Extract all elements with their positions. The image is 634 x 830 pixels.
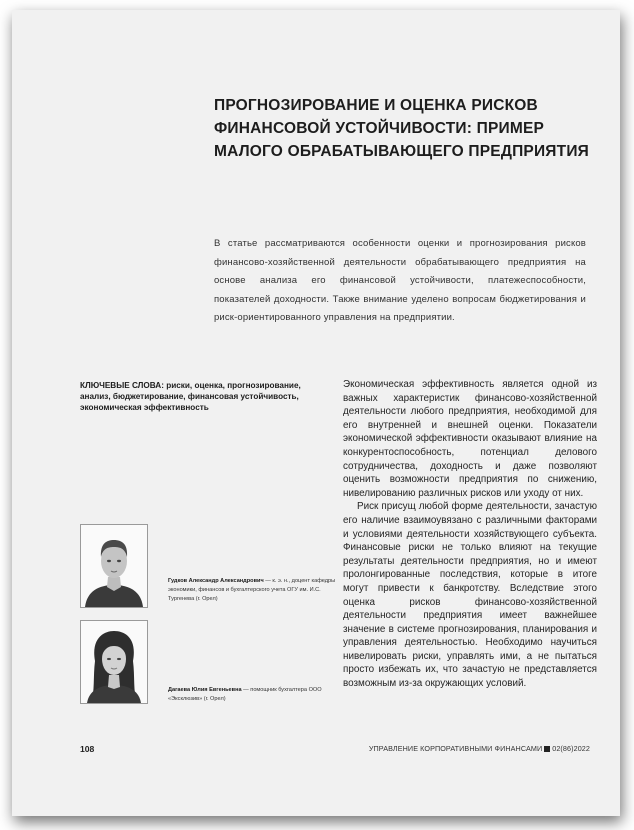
body-paragraph-1: Экономическая эффективность является одной из важных характеристик финансово-хозяйственной деятельности любого предприятия, необходимой для его внутренней и внешней оценки. Показатели экономической эффективности оказывают влияние на конкурентоспособность, потенциал делового сотрудничества, доходность и даже позволяют оценить возможности предприятия по снижению, нивелированию различных рисков или уходу от них. — [343, 379, 597, 499]
page-number: 108 — [80, 744, 95, 754]
author-1-description: к. э. н., доцент кафедры экономики, финансов и бухгалтерского учета ОГУ им. И.С. Тургенева (г. Орел) — [168, 578, 336, 602]
title-line-2: ФИНАНСОВОЙ УСТОЙЧИВОСТИ: ПРИМЕР — [214, 120, 545, 137]
author-2-description: помощник бухгалтера ООО «Эксклюзив» (г. Орел) — [168, 687, 322, 702]
journal-name: УПРАВЛЕНИЕ КОРПОРАТИВНЫМИ ФИНАНСАМИ — [368, 744, 543, 753]
article-body — [343, 378, 597, 691]
author-1-dash: — — [263, 578, 273, 584]
portrait-male-icon — [81, 525, 147, 607]
title-line-3: МАЛОГО ОБРАБАТЫВАЮЩЕГО ПРЕДПРИЯТИЯ — [214, 143, 590, 160]
journal-running-footer — [369, 744, 590, 753]
keywords-label: КЛЮЧЕВЫЕ СЛОВА: — [80, 381, 164, 390]
author-2-name: Дагаева Юлия Евгеньевна — [168, 687, 242, 693]
author-1-name: Гудков Александр Александрович — [168, 578, 264, 584]
square-separator-icon — [544, 746, 550, 752]
keywords-text: риски, оценка, прогнозирование, анализ, бюджетирование, финансовая устойчивость, экономическая эффективность — [80, 381, 301, 412]
article-title — [214, 94, 594, 163]
journal-page — [12, 10, 620, 816]
journal-issue: 02(86)2022 — [552, 744, 590, 753]
body-paragraph-2: Риск присущ любой форме деятельности, зачастую его наличие взаимоувязано с различными факторами и условиями деятельности хозяйствующего субъекта. Финансовые риски не только влияют на текущие результаты деятельности предприятия, но и имеют пролонгированные последствия, которые в итоге могут привести к банкротству. Вследствие этого оценка рисков финансово-хозяйственной деятельности предприятия имеет важнейшее значение в системе прогнозирования, планирования и управления деятельностью. Необходимо научиться нивелировать риски, управлять ими, а не пытаться просто избежать их, что зачастую не представляется возможным из-за окружающих условий. — [343, 501, 597, 690]
author-1-caption — [168, 577, 338, 604]
keywords-block — [80, 380, 330, 413]
author-2-dash: — — [241, 687, 251, 693]
author-photo-1 — [80, 524, 148, 608]
author-photo-2 — [80, 620, 148, 704]
title-line-1: ПРОГНОЗИРОВАНИЕ И ОЦЕНКА РИСКОВ — [214, 97, 538, 114]
portrait-female-icon — [81, 621, 147, 703]
author-2-caption — [168, 686, 338, 704]
article-abstract: В статье рассматриваются особенности оценки и прогнозирования рисков финансово-хозяйственной деятельности обрабатывающего предприятия на основе анализа его финансовой устойчивости, платежеспособности, показателей доходности. Также внимание уделено вопросам бюджетирования и риск-ориентированного управления на предприятии. — [214, 238, 586, 324]
